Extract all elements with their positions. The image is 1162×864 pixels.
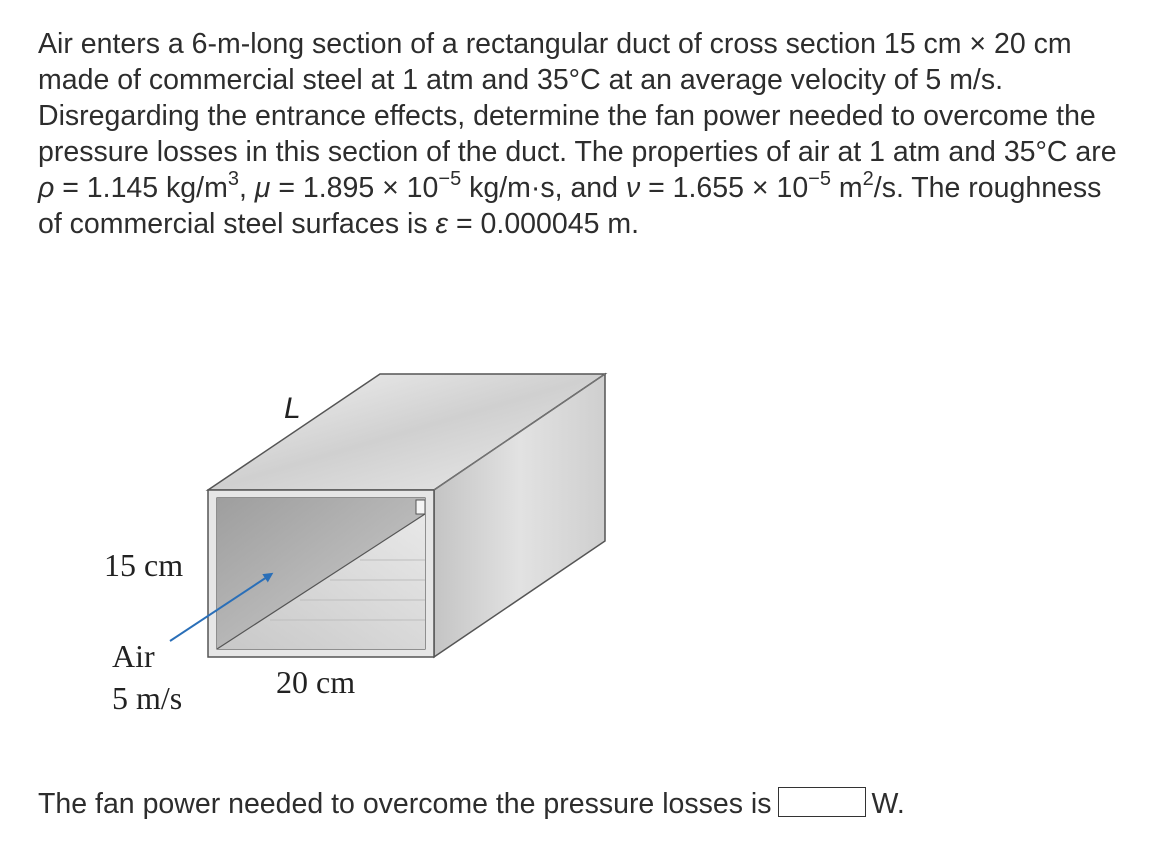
answer-prompt: The fan power needed to overcome the pressure losses is (38, 788, 772, 820)
nu-exponent: −5 (808, 167, 831, 190)
rho-exponent: 3 (227, 167, 239, 190)
mu-value: = 1.895 × 10 (270, 172, 439, 204)
answer-line (38, 784, 905, 824)
width-label: 20 cm (276, 664, 356, 700)
mu-symbol: μ (254, 172, 271, 204)
nu-unit: m (830, 172, 863, 204)
epsilon-symbol: ε (435, 208, 449, 240)
length-label: L (284, 392, 301, 425)
air-label: Air (112, 638, 155, 674)
nu-unit-exponent: 2 (862, 167, 874, 190)
roughness-text: /s. The roughness of commercial steel surfaces is (38, 172, 1102, 240)
velocity-label: 5 m/s (112, 680, 183, 716)
mu-exponent: −5 (438, 167, 462, 190)
problem-text: Air enters a 6-m-long section of a rectangular duct of cross section 15 cm × 20 cm made of commercial steel at 1 atm and 35°C at an average velocity of 5 m/s. Disregarding the entrance effects, determine the fan power needed to overcome the pressure losses in this section of the duct. The properties of air at 1 atm and 35°C are (38, 28, 1117, 168)
height-label: 15 cm (104, 547, 184, 583)
nu-value: = 1.655 × 10 (640, 172, 809, 204)
problem-statement (38, 26, 1128, 242)
epsilon-value: = 0.000045 m. (448, 208, 640, 240)
mu-unit: kg/m·s, and (461, 172, 626, 204)
rho-symbol: ρ (38, 172, 55, 204)
answer-input[interactable] (778, 787, 866, 817)
answer-unit: W. (871, 788, 905, 820)
duct-figure (0, 300, 700, 740)
rho-value: = 1.145 kg/m (54, 172, 228, 204)
nu-symbol: ν (625, 172, 641, 204)
duct-far-end (416, 500, 425, 514)
separator: , (238, 172, 255, 204)
